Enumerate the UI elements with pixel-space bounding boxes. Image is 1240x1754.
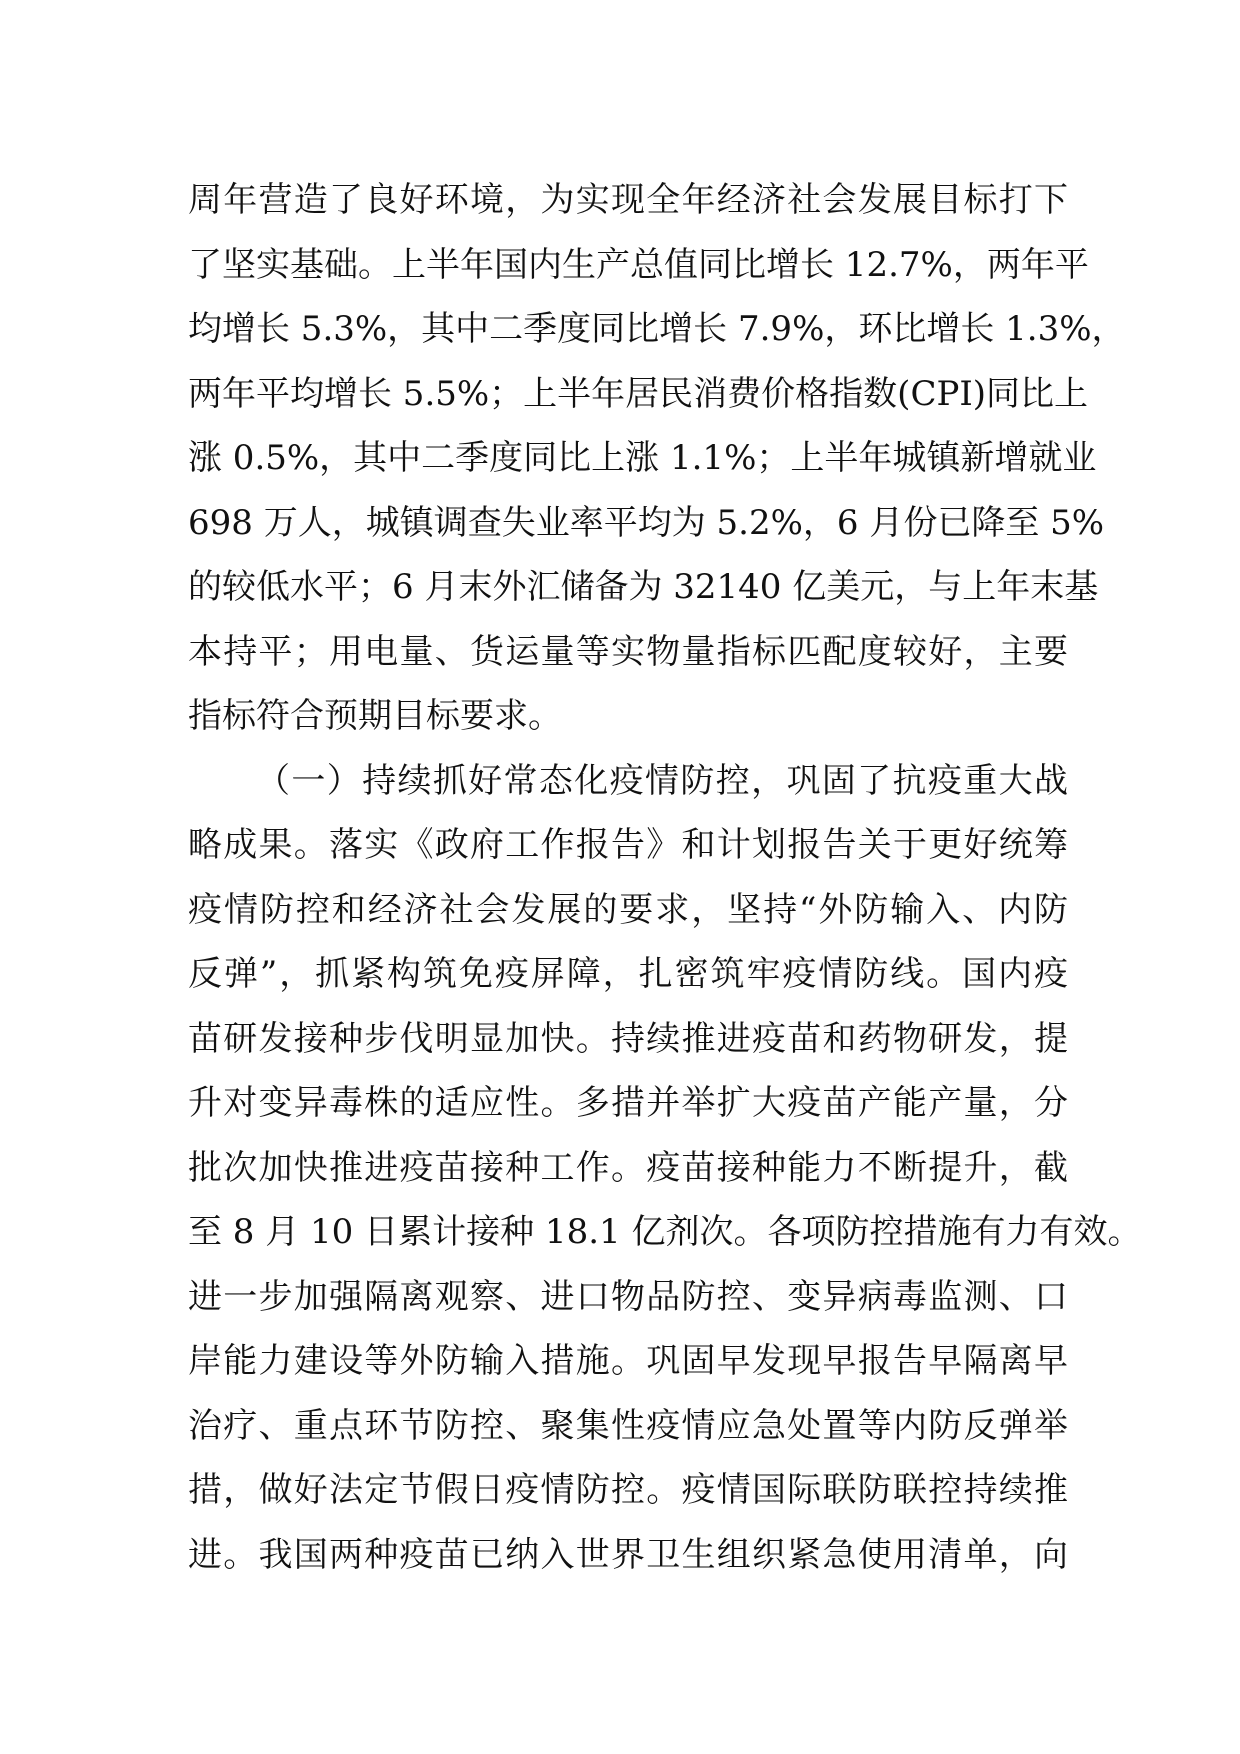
text-line-7: 的较低水平；6 月末外汇储备为 32140 亿美元，与上年末基 <box>188 567 1099 607</box>
text-line-4: 两年平均增长 5.5%；上半年居民消费价格指数(CPI)同比上 <box>188 373 1089 414</box>
text-line-5: 涨 0.5%，其中二季度同比上涨 1.1%；上半年城镇新增就业 <box>188 438 1097 478</box>
text-line-1: 周年营造了良好环境，为实现全年经济社会发展目标打下 <box>188 180 1068 220</box>
text-line-17: 至 8 月 10 日累计接种 18.1 亿剂次。各项防控措施有力有效。 <box>188 1212 1142 1252</box>
text-line-2: 了坚实基础。上半年国内生产总值同比增长 12.7%，两年平 <box>188 244 1089 285</box>
text-line-6: 698 万人，城镇调查失业率平均为 5.2%，6 月份已降至 5% <box>188 502 1105 543</box>
text-line-21: 措，做好法定节假日疫情防控。疫情国际联防联控持续推 <box>188 1470 1068 1510</box>
text-line-9: 指标符合预期目标要求。 <box>188 696 562 736</box>
text-line-10: （一）持续抓好常态化疫情防控，巩固了抗疫重大战 <box>256 760 1068 801</box>
text-line-19: 岸能力建设等外防输入措施。巩固早发现早报告早隔离早 <box>188 1341 1068 1381</box>
text-line-18: 进一步加强隔离观察、进口物品防控、变异病毒监测、口 <box>188 1276 1068 1317</box>
text-line-16: 批次加快推进疫苗接种工作。疫苗接种能力不断提升，截 <box>188 1147 1068 1188</box>
text-line-3: 均增长 5.3%，其中二季度同比增长 7.9%，环比增长 1.3%， <box>188 309 1126 349</box>
text-line-11: 略成果。落实《政府工作报告》和计划报告关于更好统筹 <box>188 825 1068 865</box>
text-line-20: 治疗、重点环节防控、聚集性疫情应急处置等内防反弹举 <box>188 1405 1068 1446</box>
body-text <box>188 168 1142 1587</box>
text-line-22: 进。我国两种疫苗已纳入世界卫生组织紧急使用清单，向 <box>188 1534 1068 1575</box>
text-line-15: 升对变异毒株的适应性。多措并举扩大疫苗产能产量，分 <box>188 1083 1068 1123</box>
text-line-8: 本持平；用电量、货运量等实物量指标匹配度较好，主要 <box>188 631 1068 672</box>
text-line-12: 疫情防控和经济社会发展的要求，坚持“外防输入、内防 <box>188 889 1068 930</box>
text-line-13: 反弹”，抓紧构筑免疫屏障，扎密筑牢疫情防线。国内疫 <box>188 954 1068 994</box>
text-line-14: 苗研发接种步伐明显加快。持续推进疫苗和药物研发，提 <box>188 1018 1068 1059</box>
